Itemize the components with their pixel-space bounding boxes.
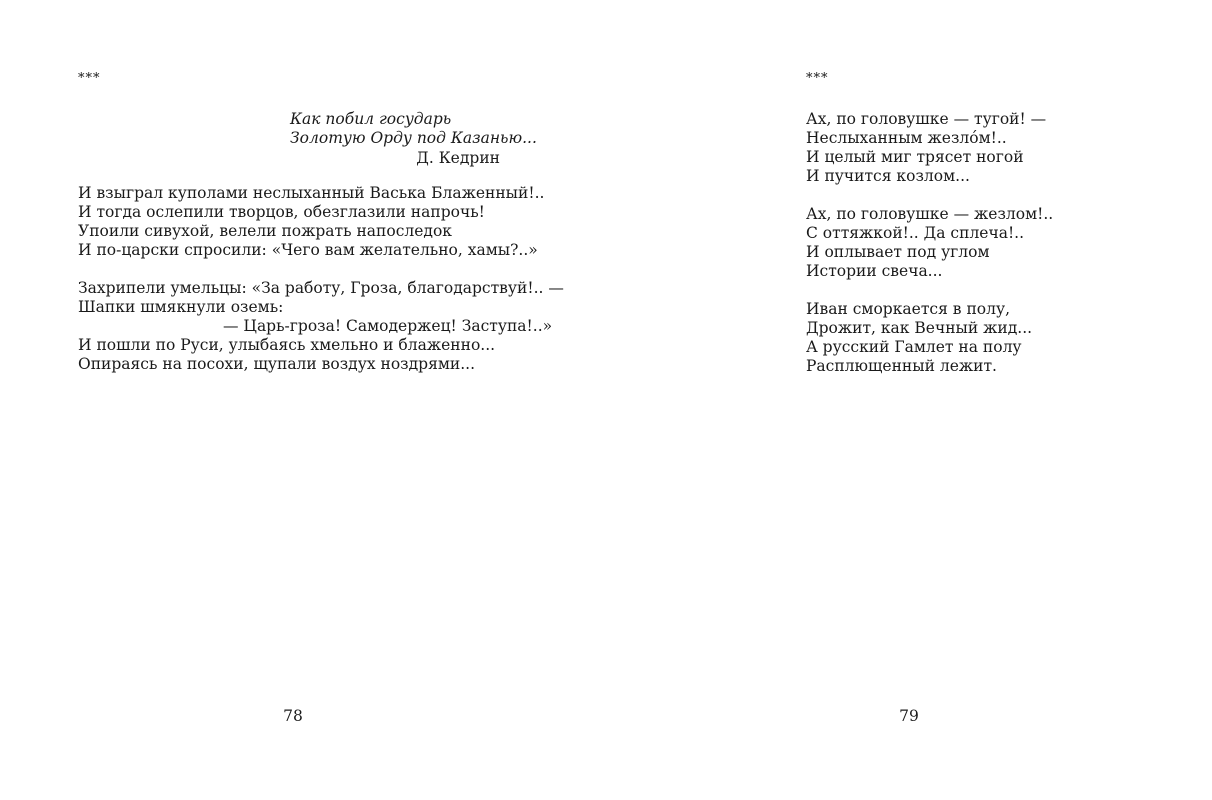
poem-line: Иван сморкается в полу, — [806, 300, 1011, 318]
poem-line: И взыграл куполами неслыханный Васька Блаженный!.. — [78, 184, 545, 202]
poem-line: Истории свеча... — [806, 262, 943, 280]
right-page — [606, 0, 1212, 800]
poem-line: И пошли по Руси, улыбаясь хмельно и блаженно... — [78, 336, 496, 354]
stanza — [806, 300, 1106, 376]
poem-line: Неслыханным жезло́м!.. — [806, 129, 1007, 147]
poem-line: Опираясь на посохи, щупали воздух ноздрями... — [78, 355, 476, 373]
stanza — [806, 205, 1106, 281]
page-number: 78 — [283, 707, 303, 725]
poem-line: Расплющенный лежит. — [806, 357, 997, 375]
poem-line: А русский Гамлет на полу — [806, 338, 1022, 356]
poem-text — [78, 184, 564, 393]
poem-line: Дрожит, как Вечный жид... — [806, 319, 1033, 337]
poem-line: Шапки шмякнули оземь: — [78, 298, 284, 316]
epigraph-line: Золотую Орду под Казанью... — [290, 129, 537, 147]
epigraph-line: Как побил государь — [290, 110, 452, 128]
section-separator: *** — [806, 71, 829, 86]
page-number: 79 — [899, 707, 919, 725]
stanza — [78, 279, 564, 374]
poem-line: Захрипели умельцы: «За работу, Гроза, благодарствуй!.. — — [78, 279, 564, 297]
poem-line: И пучится козлом... — [806, 167, 970, 185]
poem-line: Ах, по головушке — тугой! — — [806, 110, 1047, 128]
poem-line: И целый миг трясет ногой — [806, 148, 1024, 166]
poem-text — [806, 110, 1106, 395]
epigraph-author: Д. Кедрин — [416, 149, 500, 167]
poem-line: И тогда ослепили творцов, обезглазили напрочь! — [78, 203, 485, 221]
section-separator: *** — [78, 71, 101, 86]
poem-line: Упоили сивухой, велели пожрать напоследок — [78, 222, 452, 240]
poem-line: С оттяжкой!.. Да сплеча!.. — [806, 224, 1025, 242]
stanza — [806, 110, 1106, 186]
poem-line: — Царь-гроза! Самодержец! Заступа!..» — [223, 317, 553, 335]
poem-line: Ах, по головушке — жезлом!.. — [806, 205, 1054, 223]
stanza — [78, 184, 548, 260]
poem-line: И по-царски спросили: «Чего вам желательно, хамы?..» — [78, 241, 538, 259]
poem-line: И оплывает под углом — [806, 243, 990, 261]
epigraph — [290, 110, 537, 168]
